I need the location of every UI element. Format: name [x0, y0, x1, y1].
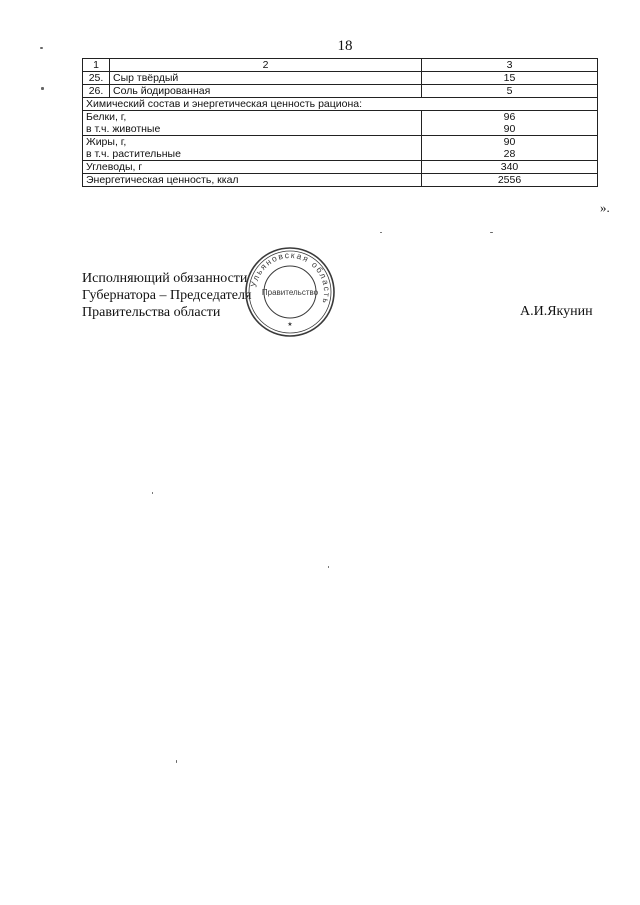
table-row — [83, 161, 598, 174]
composition-label-line: Белки, г, — [86, 111, 127, 123]
table-row — [83, 136, 598, 161]
scan-speck — [41, 87, 44, 90]
scan-speck — [380, 232, 382, 233]
page-number: 18 — [337, 38, 353, 54]
composition-label-line: Жиры, г, — [86, 136, 127, 148]
stamp-star-icon: ★ — [287, 322, 293, 328]
composition-value-line: 90 — [503, 136, 516, 148]
signature-block — [82, 270, 251, 321]
energy-value: 2556 — [422, 174, 598, 187]
item-name: Соль йодированная — [110, 85, 422, 98]
stamp-center-text: Правительство — [261, 288, 319, 297]
scan-speck — [176, 760, 177, 763]
item-value: 15 — [422, 72, 598, 85]
table-header-cell: 1 — [83, 59, 110, 72]
ration-table — [82, 58, 598, 187]
scan-speck — [490, 232, 493, 233]
composition-value-line: 90 — [503, 123, 516, 135]
composition-label-line: в т.ч. растительные — [86, 148, 181, 160]
section-title-row — [83, 98, 598, 111]
stamp-ring-text: Ульяновская область — [248, 249, 333, 306]
composition-label — [83, 136, 422, 161]
signer-name: А.И.Якунин — [520, 304, 593, 319]
section-title: Химический состав и энергетическая ценность рациона: — [83, 98, 598, 111]
item-value: 5 — [422, 85, 598, 98]
energy-label: Энергетическая ценность, ккал — [83, 174, 422, 187]
carbs-label: Углеводы, г — [83, 161, 422, 174]
table-header-row — [83, 59, 598, 72]
signer-title-line: Правительства области — [82, 305, 221, 320]
composition-label — [83, 111, 422, 136]
closing-quote-mark: ». — [600, 200, 610, 215]
composition-value — [422, 136, 598, 161]
signer-title-line: Исполняющий обязанности — [82, 271, 248, 286]
table-row — [83, 174, 598, 187]
item-number: 25. — [83, 72, 110, 85]
table-row — [83, 72, 598, 85]
composition-value-line: 28 — [503, 148, 516, 160]
table-row — [83, 111, 598, 136]
item-number: 26. — [83, 85, 110, 98]
table-header-cell: 2 — [110, 59, 422, 72]
composition-value — [422, 111, 598, 136]
official-stamp — [244, 246, 336, 338]
item-name: Сыр твёрдый — [110, 72, 422, 85]
composition-label-line: в т.ч. животные — [86, 123, 161, 135]
signer-title-line: Губернатора – Председателя — [82, 288, 252, 303]
carbs-value: 340 — [422, 161, 598, 174]
scan-speck — [40, 47, 43, 49]
scan-speck — [152, 492, 153, 494]
composition-value-line: 96 — [503, 111, 516, 123]
table-header-cell: 3 — [422, 59, 598, 72]
table-row — [83, 85, 598, 98]
scan-speck — [328, 566, 329, 568]
ration-table-container — [82, 58, 598, 187]
